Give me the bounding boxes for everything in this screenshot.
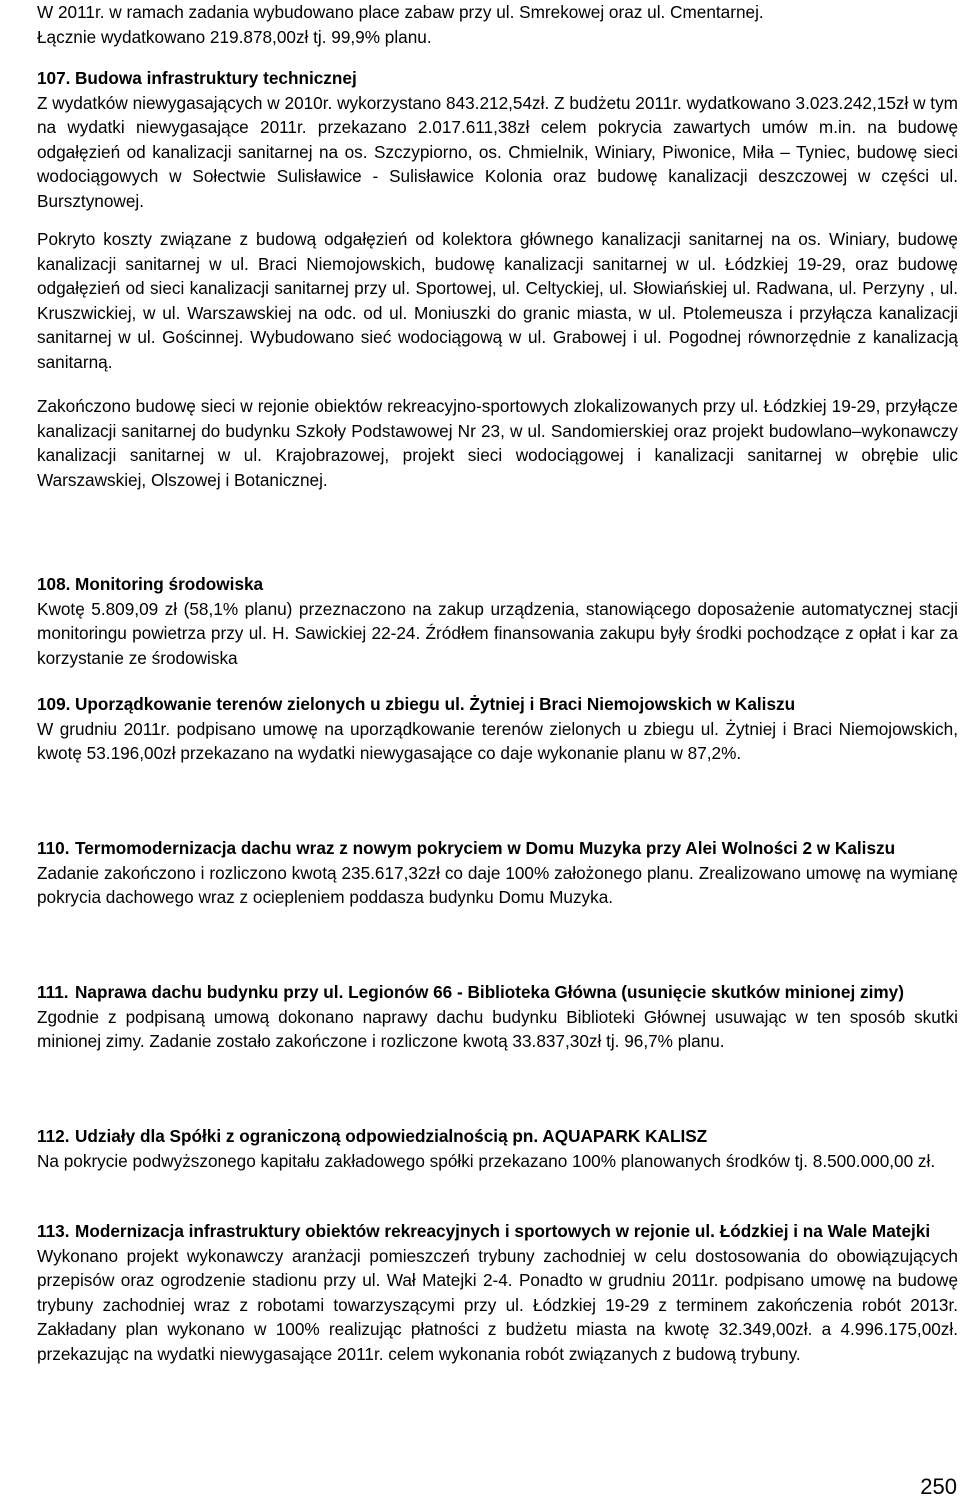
section-heading — [37, 692, 958, 717]
section-111 — [37, 980, 958, 1054]
section-107 — [37, 66, 958, 492]
section-heading — [37, 1219, 958, 1244]
section-number: 108. — [37, 574, 71, 594]
section-paragraph: Pokryto koszty związane z budową odgałęzień od kolektora głównego kanalizacji sanitarnej na os. Winiary, budowę kanalizacji sanitarnej w ul. Braci Niemojowskich, budowę kanalizacji sanitarnej w ul. Łódzkiej 19-29, oraz budowę odgałęzień od sieci kanalizacji sanitarnej przy ul. Sportowej, ul. Celtyckiej, ul. Słowiańskiej ul. Radwana, ul. Perzyny , ul. Kruszwickiej, w ul. Warszawskiej na odc. od ul. Moniuszki do granic miasta, w ul. Ptolemeusza i przyłącza kanalizacji sanitarnej w ul. Gościnnej. Wybudowano sieć wodociągową w ul. Grabowej i ul. Pogodnej równorzędnie z kanalizacją sanitarną. — [37, 229, 958, 372]
top-line-1: W 2011r. w ramach zadania wybudowano place zabaw przy ul. Smrekowej oraz ul. Cmentarnej. — [37, 2, 764, 22]
section-paragraph: W grudniu 2011r. podpisano umowę na uporządkowanie terenów zielonych u zbiegu ul. Żytniej i Braci Niemojowskich, kwotę 53.196,00zł przekazano na wydatki niewygasające co daje wykonanie planu w 87,2%. — [37, 718, 958, 763]
section-paragraph: Zakończono budowę sieci w rejonie obiektów rekreacyjno-sportowych zlokalizowanych przy ul. Łódzkiej 19-29, przyłącze kanalizacji sanitarnej do budynku Szkoły Podstawowej Nr 23, w ul. Sandomierskiej oraz projekt budowlano–wykonawczy kanalizacji sanitarnej w ul. Krajobrazowej, projekt sieci wodociągowej i kanalizacji sanitarnej w obrębie ulic Warszawskiej, Olszowej i Botanicznej. — [37, 396, 958, 490]
section-113 — [37, 1219, 958, 1366]
section-number: 112. — [37, 1126, 70, 1146]
section-title: Udziały dla Spółki z ograniczoną odpowiedzialnością pn. AQUAPARK KALISZ — [75, 1126, 708, 1146]
section-title: Naprawa dachu budynku przy ul. Legionów 66 - Biblioteka Główna (usunięcie skutków minionej zimy) — [75, 982, 904, 1002]
section-heading — [37, 572, 958, 597]
top-line-2: Łącznie wydatkowano 219.878,00zł tj. 99,9% planu. — [37, 26, 432, 47]
section-number: 111. — [37, 982, 69, 1002]
section-number: 113. — [37, 1221, 70, 1241]
section-number: 109. — [37, 694, 71, 714]
section-paragraph: Na pokrycie podwyższonego kapitału zakładowego spółki przekazano 100% planowanych środków tj. 8.500.000,00 zł. — [37, 1150, 936, 1171]
section-112 — [37, 1124, 958, 1173]
top-paragraph — [37, 0, 958, 49]
section-paragraph: Kwotę 5.809,09 zł (58,1% planu) przeznaczono na zakup urządzenia, stanowiącego doposażenie automatycznej stacji monitoringu powietrza przy ul. H. Sawickiej 22-24. Źródłem finansowania zakupu były środki pochodzące z opłat i kar za korzystanie ze środowiska — [37, 598, 958, 668]
section-paragraph: Wykonano projekt wykonawczy aranżacji pomieszczeń trybuny zachodniej w celu dostosowania do obowiązujących przepisów oraz ogrodzenie stadionu przy ul. Wał Matejki 2-4. Ponadto w grudniu 2011r. podpisano umowę na budowę trybuny zachodniej wraz z robotami towarzyszącymi przy ul. Łódzkiej 19-29 z terminem zakończenia robót 2013r. Zakładany plan wykonano w 100% realizując płatności z budżetu miasta na kwotę 32.349,00zł. a 4.996.175,00zł. przekazując na wydatki niewygasające 2011r. celem wykonania robót związanych z budową trybuny. — [37, 1245, 958, 1364]
section-paragraph: Zgodnie z podpisaną umową dokonano naprawy dachu budynku Biblioteki Głównej usuwając w ten sposób skutki minionej zimy. Zadanie zostało zakończone i rozliczone kwotą 33.837,30zł tj. 96,7% planu. — [37, 1006, 958, 1051]
section-title: Budowa infrastruktury technicznej — [75, 68, 357, 88]
section-title: Modernizacja infrastruktury obiektów rekreacyjnych i sportowych w rejonie ul. Łódzkiej i na Wale Matejki — [75, 1221, 931, 1241]
section-108 — [37, 572, 958, 670]
section-title: Uporządkowanie terenów zielonych u zbiegu ul. Żytniej i Braci Niemojowskich w Kaliszu — [75, 694, 796, 714]
section-number: 110. — [37, 838, 70, 858]
section-number: 107. — [37, 68, 71, 88]
section-heading — [37, 980, 958, 1005]
section-109 — [37, 692, 958, 766]
section-110 — [37, 836, 958, 910]
section-paragraph: Z wydatków niewygasających w 2010r. wykorzystano 843.212,54zł. Z budżetu 2011r. wydatkowano 3.023.242,15zł w tym na wydatki niewygasające 2011r. przekazano 2.017.611,38zł celem pokrycia zawartych umów m.in. na budowę odgałęzień od kanalizacji sanitarnej na os. Szczypiorno, os. Chmielnik, Winiary, Piwonice, Miła – Tyniec, budowę sieci wodociągowych w Sołectwie Sulisławice - Sulisławice Kolonia oraz budowę kanalizacji deszczowej w części ul. Bursztynowej. — [37, 92, 958, 211]
section-heading — [37, 66, 958, 91]
section-heading — [37, 836, 958, 861]
section-title: Termomodernizacja dachu wraz z nowym pokryciem w Domu Muzyka przy Alei Wolności 2 w Kaliszu — [75, 838, 896, 858]
page-number: 250 — [920, 1474, 957, 1499]
section-paragraph: Zadanie zakończono i rozliczono kwotą 235.617,32zł co daje 100% założonego planu. Zrealizowano umowę na wymianę pokrycia dachowego wraz z ociepleniem poddasza budynku Domu Muzyka. — [37, 862, 958, 907]
section-heading — [37, 1124, 958, 1149]
section-title: Monitoring środowiska — [75, 574, 264, 594]
